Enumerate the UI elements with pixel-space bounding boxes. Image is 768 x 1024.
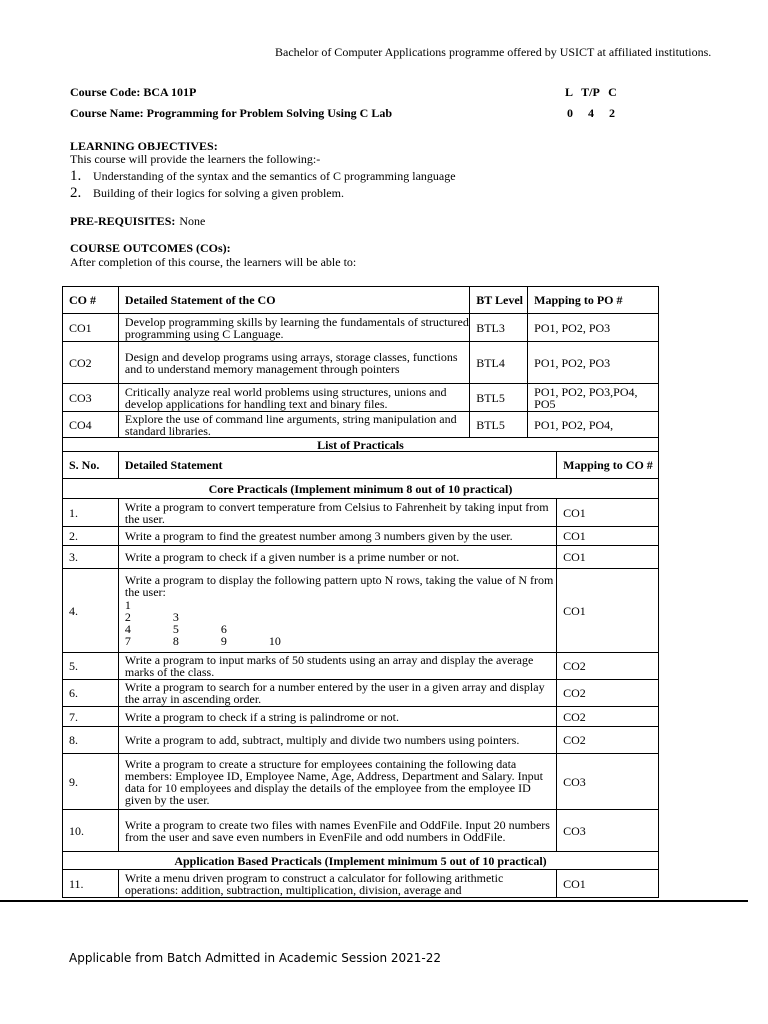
table-row (63, 810, 659, 852)
list-text: Building of their logics for solving a given problem. (93, 186, 344, 200)
po-mapping: PO1, PO2, PO3 (528, 314, 659, 342)
table-row (63, 527, 659, 546)
pattern-number: 10 (268, 634, 281, 648)
list-text: Understanding of the syntax and the semantics of C programming language (93, 169, 456, 183)
serial-number: 1. (63, 499, 119, 527)
co-mapping: CO1 (557, 870, 659, 898)
practical-statement: Write a program to search for a number entered by the user in a given array and display the array in ascending order. (118, 680, 556, 707)
po-mapping: PO1, PO2, PO3,PO4, PO5 (528, 384, 659, 412)
learning-objectives-list (70, 168, 456, 202)
table-row (63, 754, 659, 810)
table-row (63, 680, 659, 707)
column-header: CO # (63, 287, 119, 314)
pattern-row (125, 623, 556, 635)
co-id: CO1 (63, 314, 119, 342)
co-mapping: CO2 (557, 707, 659, 727)
co-mapping: CO1 (557, 546, 659, 569)
pattern-number: 7 (124, 634, 131, 648)
table-row (63, 384, 659, 412)
table-row (63, 342, 659, 384)
practical-statement: Write a program to add, subtract, multiply and divide two numbers using pointers. (118, 727, 556, 754)
co-mapping: CO2 (557, 653, 659, 680)
prerequisites (70, 214, 205, 229)
pattern-number: 4 (124, 622, 131, 636)
co-id: CO3 (63, 384, 119, 412)
prerequisites-value: None (179, 214, 206, 228)
table-row (63, 499, 659, 527)
section-row (63, 479, 659, 499)
pattern-row (125, 635, 556, 647)
ltpc-header: L T/P C (565, 85, 617, 99)
serial-number: 5. (63, 653, 119, 680)
course-outcomes-table (62, 286, 659, 438)
co-mapping: CO3 (557, 810, 659, 852)
practical-statement: Write a program to find the greatest number among 3 numbers given by the user. (118, 527, 556, 546)
po-mapping: PO1, PO2, PO3 (528, 342, 659, 384)
table-row (63, 727, 659, 754)
pattern-number: 2 (124, 610, 131, 624)
co-mapping: CO1 (557, 569, 659, 653)
serial-number: 11. (63, 870, 119, 898)
course-code: Course Code: BCA 101P (70, 85, 197, 99)
course-name: Course Name: Programming for Problem Solving Using C Lab (70, 106, 392, 120)
application-practicals-heading: Application Based Practicals (Implement minimum 5 out of 10 practical) (63, 852, 659, 870)
pattern-number: 9 (220, 634, 227, 648)
pattern-number: 5 (172, 622, 179, 636)
table-row (63, 653, 659, 680)
course-outcomes-heading: COURSE OUTCOMES (COs): (70, 241, 231, 255)
ltpc-values: 0 4 2 (567, 106, 615, 120)
serial-number: 9. (63, 754, 119, 810)
learning-objectives-intro: This course will provide the learners the following:- (70, 152, 321, 166)
section-row (63, 852, 659, 870)
serial-number: 10. (63, 810, 119, 852)
serial-number: 8. (63, 727, 119, 754)
co-id: CO4 (63, 412, 119, 438)
co-statement: Critically analyze real world problems using structures, unions and develop applications for handling text and binary files. (118, 384, 469, 412)
table-title-row (63, 438, 659, 452)
course-outcomes-intro: After completion of this course, the learners will be able to: (70, 255, 357, 269)
serial-number: 6. (63, 680, 119, 707)
table-header-row (63, 287, 659, 314)
practicals-title: List of Practicals (63, 438, 659, 452)
table-header-row (63, 452, 659, 479)
prerequisites-label: PRE-REQUISITES: (70, 214, 176, 228)
co-mapping: CO2 (557, 727, 659, 754)
column-header: Mapping to PO # (528, 287, 659, 314)
column-header: BT Level (470, 287, 528, 314)
column-header: Mapping to CO # (557, 452, 659, 479)
learning-objectives-heading: LEARNING OBJECTIVES: (70, 139, 218, 153)
column-header: Detailed Statement (118, 452, 556, 479)
practical-statement: Write a program to input marks of 50 students using an array and display the average marks of the class. (118, 653, 556, 680)
co-statement: Develop programming skills by learning the fundamentals of structured programming using C Language. (118, 314, 469, 342)
practical-statement: Write a program to create a structure for employees containing the following data members: Employee ID, Employee Name, Age, Address, Department and Salary. Input data for 10 employees and display the details of the employee from the employee ID given by the user. (118, 754, 556, 810)
pattern-number: 8 (172, 634, 179, 648)
serial-number: 3. (63, 546, 119, 569)
pattern-number: 6 (220, 622, 227, 636)
bt-level: BTL3 (470, 314, 528, 342)
table-row (63, 569, 659, 653)
core-practicals-heading: Core Practicals (Implement minimum 8 out of 10 practical) (63, 479, 659, 499)
serial-number: 4. (63, 569, 119, 653)
serial-number: 2. (63, 527, 119, 546)
practical-statement-text: Write a program to display the following pattern upto N rows, taking the value of N from the user: (124, 573, 554, 599)
practicals-table (62, 437, 659, 898)
list-item (70, 168, 456, 185)
pattern-row (125, 611, 556, 623)
list-number: 2. (70, 185, 82, 201)
pattern-number: 3 (172, 610, 179, 624)
table-row (63, 870, 659, 898)
bt-level: BTL5 (470, 412, 528, 438)
pattern-row (125, 599, 556, 611)
co-id: CO2 (63, 342, 119, 384)
practical-statement: Write a program to convert temperature from Celsius to Fahrenheit by taking input from the user. (118, 499, 556, 527)
practical-statement: Write a program to check if a given number is a prime number or not. (118, 546, 556, 569)
bt-level: BTL4 (470, 342, 528, 384)
table-row (63, 707, 659, 727)
serial-number: 7. (63, 707, 119, 727)
footer-note: Applicable from Batch Admitted in Academic Session 2021-22 (69, 951, 441, 965)
co-mapping: CO3 (557, 754, 659, 810)
po-mapping: PO1, PO2, PO4, (528, 412, 659, 438)
table-row (63, 314, 659, 342)
co-mapping: CO1 (557, 527, 659, 546)
co-statement: Explore the use of command line arguments, string manipulation and standard libraries. (118, 412, 469, 438)
column-header: Detailed Statement of the CO (118, 287, 469, 314)
practical-statement: Write a menu driven program to construct a calculator for following arithmetic operations: addition, subtraction, multiplication, division, average and (118, 870, 556, 898)
table-row (63, 412, 659, 438)
co-mapping: CO1 (557, 499, 659, 527)
page-bottom-rule (0, 900, 748, 902)
list-number: 1. (70, 168, 82, 184)
pattern-number: 1 (124, 598, 131, 612)
co-mapping: CO2 (557, 680, 659, 707)
list-item (70, 185, 456, 202)
column-header: S. No. (63, 452, 119, 479)
co-statement: Design and develop programs using arrays, storage classes, functions and to understand memory management through pointers (118, 342, 469, 384)
practical-statement: Write a program to create two files with names EvenFile and OddFile. Input 20 numbers from the user and save even numbers in EvenFile and odd numbers in OddFile. (118, 810, 556, 852)
table-row (63, 546, 659, 569)
bt-level: BTL5 (470, 384, 528, 412)
practical-statement (118, 569, 556, 653)
practical-statement: Write a program to check if a string is palindrome or not. (118, 707, 556, 727)
header-line: Bachelor of Computer Applications programme offered by USICT at affiliated institutions. (275, 45, 712, 59)
